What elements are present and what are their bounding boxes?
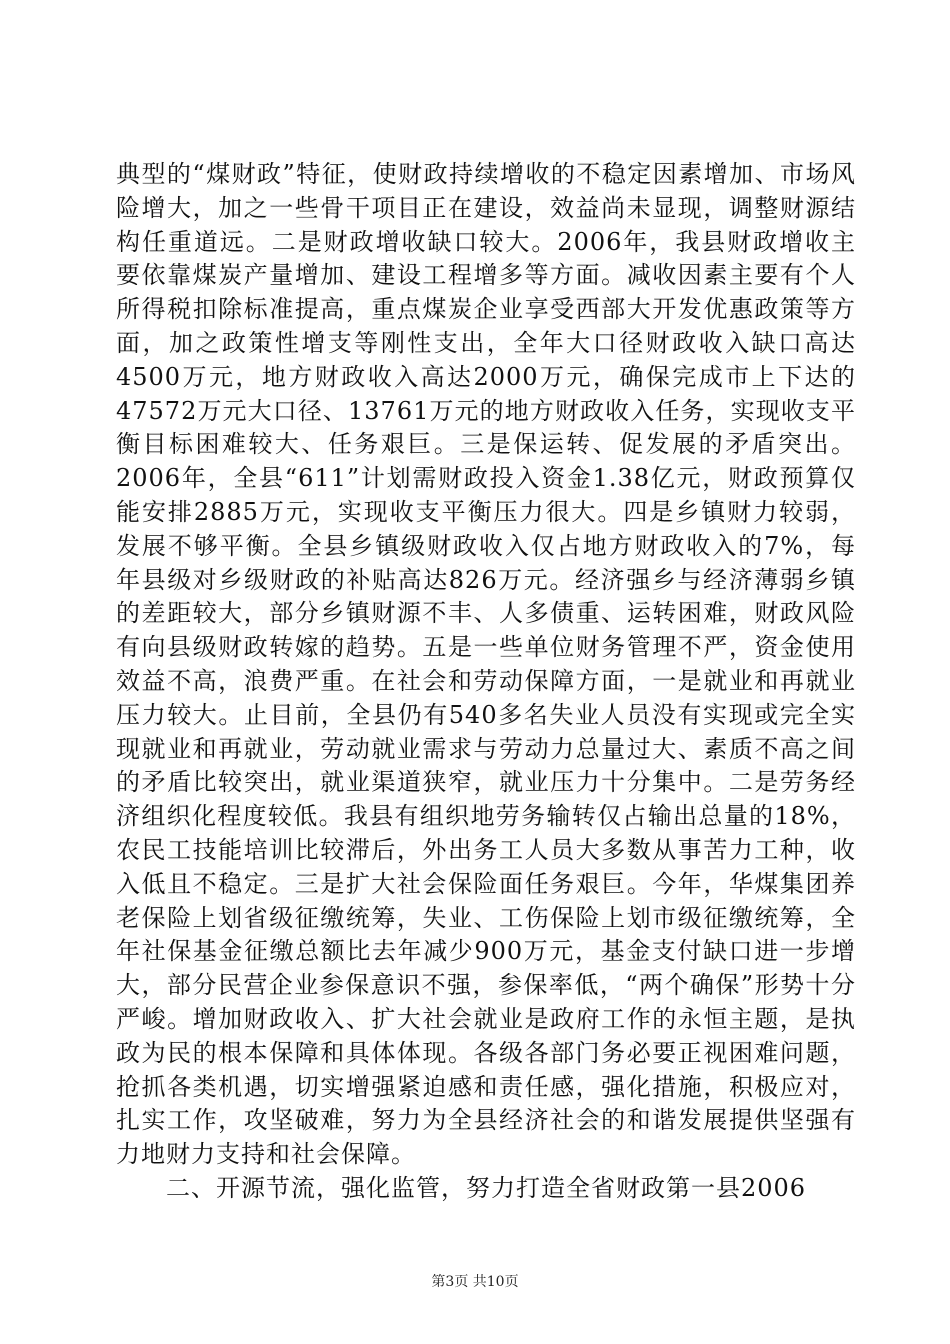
body-text <box>116 158 856 1206</box>
page-number-footer: 第3页 共10页 <box>431 1274 519 1290</box>
section-heading-paragraph: 二、开源节流，强化监管，努力打造全省财政第一县2006 <box>166 1173 807 1202</box>
paragraph-continuation: 典型的“煤财政”特征，使财政持续增收的不稳定因素增加、市场风险增大，加之一些骨干项目正在建设，效益尚未显现，调整财源结构任重道远。二是财政增收缺口较大。2006年，我县财政增收主要依靠煤炭产量增加、建设工程增多等方面。减收因素主要有个人所得税扣除标准提高，重点煤炭企业享受西部大开发优惠政策等方面，加之政策性增支等刚性支出，全年大口径财政收入缺口高达4500万元，地方财政收入高达2000万元，确保完成市上下达的47572万元大口径、13761万元的地方财政收入任务，实现收支平衡目标困难较大、任务艰巨。三是保运转、促发展的矛盾突出。2006年，全县“611”计划需财政投入资金1.38亿元，财政预算仅能安排2885万元，实现收支平衡压力很大。四是乡镇财力较弱，发展不够平衡。全县乡镇级财政收入仅占地方财政收入的7%，每年县级对乡级财政的补贴高达826万元。经济强乡与经济薄弱乡镇的差距较大，部分乡镇财源不丰、人多债重、运转困难，财政风险有向县级财政转嫁的趋势。五是一些单位财务管理不严，资金使用效益不高，浪费严重。在社会和劳动保障方面，一是就业和再就业压力较大。止目前，全县仍有540多名失业人员没有实现或完全实现就业和再就业，劳动就业需求与劳动力总量过大、素质不高之间的矛盾比较突出，就业渠道狭窄，就业压力十分集中。二是劳务经济组织化程度较低。我县有组织地劳务输转仅占输出总量的18%，农民工技能培训比较滞后，外出务工人员大多数从事苦力工种，收入低且不稳定。三是扩大社会保险面任务艰巨。今年，华煤集团养老保险上划省级征缴统筹，失业、工伤保险上划市级征缴统筹，全年社保基金征缴总额比去年减少900万元，基金支付缺口进一步增大，部分民营企业参保意识不强，参保率低，“两个确保”形势十分严峻。增加财政收入、扩大社会就业是政府工作的永恒主题，是执政为民的根本保障和具体体现。各级各部门务必要正视困难问题，抢抓各类机遇，切实增强紧迫感和责任感，强化措施，积极应对，扎实工作，攻坚破难，努力为全县经济社会的和谐发展提供坚强有力地财力支持和社会保障。 <box>116 160 856 1169</box>
